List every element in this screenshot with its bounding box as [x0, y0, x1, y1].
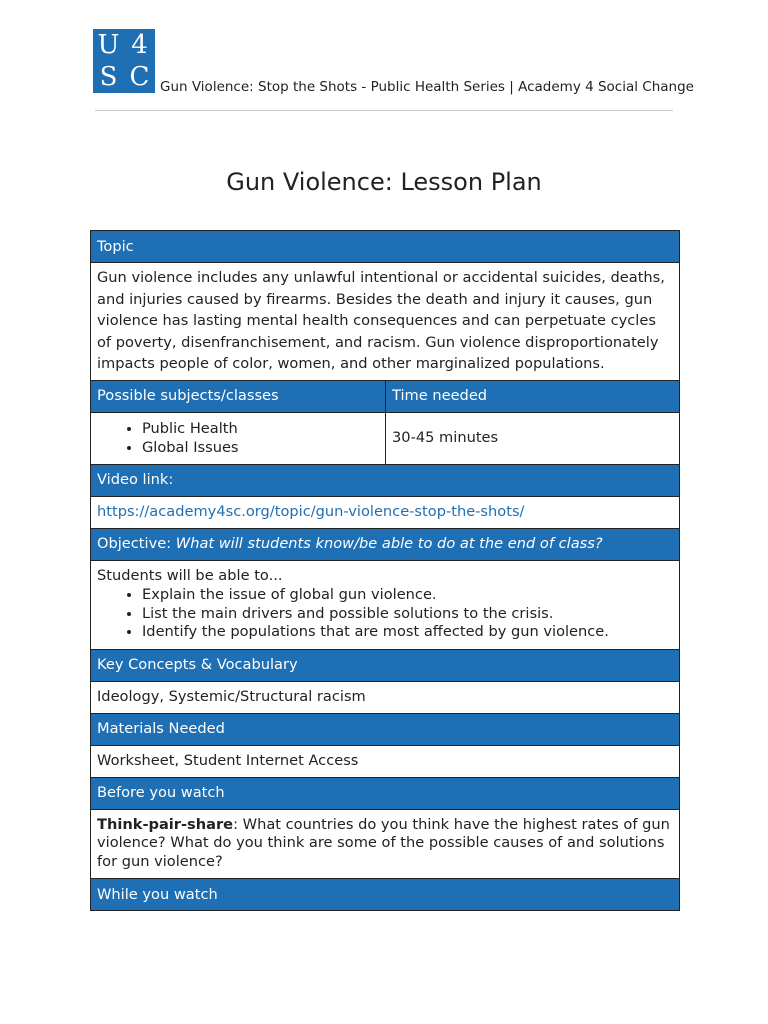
objective-header-row: [91, 528, 680, 560]
list-item: • List the main drivers and possible solutions to the crisis.: [142, 605, 673, 624]
time-label: Time needed: [386, 380, 680, 412]
before-cell: [91, 809, 680, 879]
subjects-row: [91, 412, 680, 464]
materials-label: Materials Needed: [91, 713, 680, 745]
header-divider: [95, 110, 673, 111]
logo-letter: C: [129, 62, 150, 92]
video-header-row: [91, 464, 680, 496]
before-lead: Think-pair-share: [97, 815, 234, 833]
series-title: Gun Violence: Stop the Shots - Public Health Series | Academy 4 Social Change: [160, 79, 694, 95]
while-label: While you watch: [91, 879, 680, 911]
page-title: Gun Violence: Lesson Plan: [226, 168, 542, 196]
list-item: • Explain the issue of global gun violence.: [142, 586, 673, 605]
materials-header-row: [91, 713, 680, 745]
logo-letter: U: [97, 30, 120, 60]
video-row: [91, 496, 680, 528]
logo-letter: 4: [131, 30, 148, 60]
before-text: : What countries do you think have the highest rates of gun violence? What do you think are some of the possible causes of and solutions for gun violence?: [97, 815, 670, 870]
list-item: • Global Issues: [142, 438, 379, 457]
objective-intro: Students will be able to...: [97, 566, 283, 584]
concepts-header-row: [91, 649, 680, 681]
objective-label: Objective:: [97, 535, 172, 553]
objective-list: [97, 586, 673, 642]
objective-header: [91, 528, 680, 560]
lesson-plan-table: [90, 230, 680, 911]
list-item: • Public Health: [142, 419, 379, 438]
u4sc-logo: [93, 29, 155, 93]
objective-question: What will students know/be able to do at the end of class?: [175, 535, 603, 553]
subjects-cell: [91, 412, 386, 464]
before-header-row: [91, 777, 680, 809]
logo-letter: S: [99, 62, 118, 92]
subjects-header-row: [91, 380, 680, 412]
time-value: 30-45 minutes: [386, 412, 680, 464]
concepts-row: [91, 681, 680, 713]
topic-label: Topic: [91, 231, 680, 263]
concepts-text: Ideology, Systemic/Structural racism: [91, 681, 680, 713]
topic-row: [91, 263, 680, 381]
video-link[interactable]: https://academy4sc.org/topic/gun-violence-stop-the-shots/: [97, 503, 525, 521]
while-header-row: [91, 879, 680, 911]
subjects-list: [97, 419, 379, 457]
video-cell: [91, 496, 680, 528]
before-label: Before you watch: [91, 777, 680, 809]
materials-row: [91, 745, 680, 777]
subjects-label: Possible subjects/classes: [91, 380, 386, 412]
video-label: Video link:: [91, 464, 680, 496]
before-row: [91, 809, 680, 879]
concepts-label: Key Concepts & Vocabulary: [91, 649, 680, 681]
objective-cell: [91, 560, 680, 649]
topic-header-row: [91, 231, 680, 263]
topic-text: Gun violence includes any unlawful intentional or accidental suicides, deaths, and injuries caused by firearms. Besides the death and injury it causes, gun violence has lasting mental health consequences and can perpetuate cycles of poverty, disenfranchisement, and racism. Gun violence disproportionately impacts people of color, women, and other marginalized populations.: [91, 263, 680, 381]
list-item: • Identify the populations that are most affected by gun violence.: [142, 623, 673, 642]
objective-row: [91, 560, 680, 649]
materials-text: Worksheet, Student Internet Access: [91, 745, 680, 777]
